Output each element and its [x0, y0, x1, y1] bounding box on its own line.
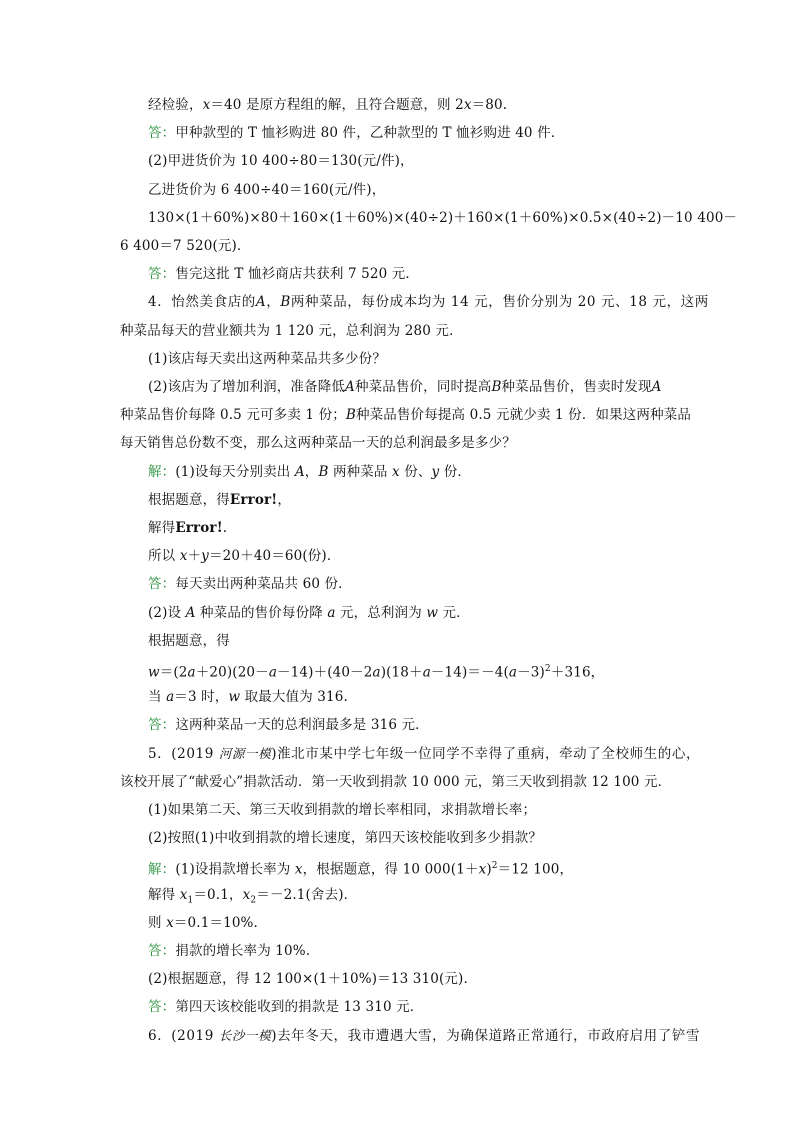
text-segment: 两种菜品，每份成本均为 14 元，售价分别为 20 元、18 元，这两: [290, 294, 709, 310]
text-segment: 每天卖出两种菜品共 60 份．: [175, 576, 352, 592]
text-segment: )淮北市某中学七年级一位同学不幸得了重病，牵动了全校师生的心，: [271, 746, 701, 762]
text-segment: －14)＋(40－2: [277, 664, 373, 681]
text-segment: x: [242, 887, 251, 903]
text-segment: (1)设每天分别卖出: [175, 464, 295, 480]
text-segment: w: [148, 664, 160, 681]
text-segment: 第四天该校能收到的捐款是 13 310 元．: [175, 999, 424, 1015]
text-segment: A: [345, 379, 355, 395]
text-segment: ，: [266, 294, 281, 310]
text-line: [148, 604, 718, 622]
text-segment: 1: [187, 895, 194, 906]
text-segment: 当: [148, 689, 167, 705]
text-segment: ＝40 是原方程组的解，且符合题意，则 2: [210, 97, 464, 113]
text-line: [148, 209, 738, 227]
text-segment: 2: [491, 861, 498, 871]
text-segment: 元，总利润为: [335, 605, 427, 621]
answer-line: [148, 716, 718, 734]
text-segment: B: [318, 464, 329, 480]
text-segment: 种菜品售价，同时提高: [354, 379, 492, 395]
text-segment: 种菜品的售价每份降: [195, 605, 328, 621]
text-segment: .: [222, 520, 228, 536]
text-segment: a: [422, 664, 431, 681]
text-segment: －3): [517, 664, 545, 681]
text-segment: 售完这批 T 恤衫商店共获利 7 520 元．: [175, 266, 420, 282]
text-segment: (2)按照(1)中收到捐款的增长速度，第四天该校能收到多少捐款？: [148, 830, 543, 846]
question-6-line: [148, 1027, 718, 1045]
text-segment: 种菜品售价每提高 0.5 元就少卖 1 份．如果这两种菜品: [355, 407, 692, 423]
answer-line: [148, 998, 718, 1016]
text-segment: 2: [250, 895, 257, 906]
text-segment: 份．: [439, 464, 472, 480]
text-line: [120, 773, 690, 791]
text-segment: ＋316，: [550, 664, 605, 681]
answer-line: [148, 124, 718, 142]
text-line: [148, 688, 718, 706]
text-segment: 两种菜品: [328, 464, 393, 480]
text-segment: a: [166, 689, 175, 705]
text-segment: 取最大值为 316.: [240, 689, 348, 705]
text-segment: 元．: [438, 605, 470, 621]
text-segment: 所以: [148, 548, 180, 564]
text-segment: ＝3 时，: [174, 689, 229, 705]
text-line: [120, 406, 690, 424]
answer-label: 答：: [148, 125, 176, 141]
text-segment: 5．(2019: [148, 746, 219, 762]
answer-line: [148, 575, 718, 593]
text-line: [148, 547, 718, 565]
text-segment: a: [327, 605, 336, 621]
text-segment: ＝0.1，: [193, 887, 243, 903]
text-segment: w: [228, 689, 241, 705]
text-segment: x: [463, 97, 472, 113]
text-segment: 份、: [399, 464, 432, 480]
text-line: [148, 829, 718, 847]
source-note: 河源一模: [218, 746, 272, 761]
text-segment: y: [201, 548, 209, 564]
text-segment: x: [478, 861, 487, 878]
text-segment: 6 400＝7 520(元)．: [120, 238, 251, 254]
text-segment: w: [426, 605, 439, 621]
answer-label: 解：: [148, 861, 176, 878]
text-segment: ＋: [187, 548, 202, 564]
text-segment: B: [280, 294, 291, 310]
text-segment: 该校开展了“献爱心”捐款活动．第一天收到捐款 10 000 元，第三天收到捐款 12 100 元．: [120, 774, 672, 790]
text-segment: A: [255, 294, 267, 310]
question-5-line: [148, 745, 718, 763]
text-segment: ): [486, 861, 492, 878]
text-segment: Error!: [175, 520, 223, 536]
text-segment: Error!: [229, 492, 278, 508]
text-segment: 甲种款型的 T 恤衫购进 80 件，乙种款型的 T 恤衫购进 40 件．: [175, 125, 565, 141]
text-segment: －14)＝－4(: [430, 664, 509, 681]
text-segment: 解得: [148, 887, 180, 903]
text-segment: 种菜品售价每降 0.5 元可多卖 1 份；: [120, 407, 346, 423]
text-segment: 种菜品每天的营业额共为 1 120 元，总利润为 280 元．: [120, 323, 463, 339]
solution-line: [148, 463, 718, 481]
text-segment: ，: [277, 492, 292, 508]
text-line: [148, 970, 718, 988]
source-note: 长沙一模: [218, 1028, 272, 1043]
text-segment: (1)设捐款增长率为: [175, 861, 295, 878]
solution-line: [148, 857, 718, 879]
answer-label: 答：: [148, 266, 176, 282]
text-line: [148, 519, 718, 537]
text-segment: ＝80.: [471, 97, 508, 113]
text-segment: (2)甲进货价为 10 400÷80＝130(元/件)，: [148, 153, 414, 169]
text-segment: a: [508, 664, 518, 681]
text-segment: x: [202, 97, 211, 113]
text-segment: ，: [304, 464, 319, 480]
text-segment: A: [185, 605, 196, 621]
text-segment: )去年冬天，我市遭遇大雪，为确保道路正常通行，市政府启用了铲雪: [271, 1028, 701, 1044]
text-segment: 2: [544, 664, 551, 674]
text-segment: 则: [148, 915, 167, 931]
equation-line: [148, 660, 718, 682]
text-line: [120, 322, 690, 340]
text-line: [148, 152, 718, 170]
text-segment: 解得: [148, 520, 176, 536]
text-segment: x: [392, 464, 400, 480]
text-segment: a: [268, 664, 278, 681]
text-segment: 6．(2019: [148, 1028, 219, 1044]
text-segment: 130×(1＋60%)×80＋160×(1＋60%)×(40÷2)＋160×(1＋60%)×0.5×(40÷2)－10 400－: [148, 210, 738, 226]
text-segment: y: [431, 464, 440, 480]
answer-label: 答：: [148, 717, 176, 733]
text-segment: x: [166, 915, 174, 931]
text-segment: B: [345, 407, 356, 423]
text-segment: x: [179, 887, 188, 903]
text-segment: x: [294, 861, 303, 878]
answer-label: 解：: [148, 464, 176, 480]
text-line: [120, 434, 690, 452]
text-segment: (1)该店每天卖出这两种菜品共多少份？: [148, 351, 386, 367]
text-segment: 种菜品售价，售卖时发现: [501, 379, 652, 395]
answer-label: 答：: [148, 576, 176, 592]
text-segment: A: [651, 379, 662, 395]
text-segment: 每天销售总份数不变，那么这两种菜品一天的总利润最多是多少？: [120, 435, 516, 451]
text-segment: 这两种菜品一天的总利润最多是 316 元．: [175, 717, 429, 733]
text-line: [148, 378, 718, 396]
answer-label: 答：: [148, 999, 176, 1015]
text-line: [148, 96, 718, 114]
text-segment: ＋20)(20－: [195, 664, 269, 681]
text-segment: ＝12 100，: [497, 861, 574, 878]
text-segment: B: [491, 379, 502, 395]
text-segment: (1)如果第二天、第三天收到捐款的增长率相同，求捐款增长率；: [148, 802, 537, 818]
text-segment: ，根据题意，得 10 000(1＋: [302, 861, 479, 878]
text-line: [148, 886, 718, 910]
text-segment: 根据题意，得: [148, 633, 230, 649]
text-line: [148, 350, 718, 368]
answer-label: 答：: [148, 943, 176, 959]
text-line: [148, 181, 718, 199]
text-segment: 根据题意，得: [148, 492, 230, 508]
text-segment: (2)设: [148, 605, 186, 621]
text-segment: 4．怡然美食店的: [148, 294, 256, 310]
text-line: [148, 801, 718, 819]
answer-line: [148, 265, 718, 283]
answer-line: [148, 942, 718, 960]
question-4-line: [148, 293, 718, 311]
text-line: [120, 237, 690, 255]
text-segment: A: [294, 464, 305, 480]
text-segment: a: [187, 664, 196, 681]
text-segment: (2)根据题意，得 12 100×(1＋10%)＝13 310(元)．: [148, 971, 478, 987]
text-segment: a: [372, 664, 381, 681]
text-segment: (2)该店为了增加利润，准备降低: [148, 379, 346, 395]
text-segment: x: [179, 548, 188, 564]
text-segment: 经检验，: [148, 97, 203, 113]
text-line: [148, 632, 718, 650]
text-line: [148, 914, 718, 932]
text-segment: ＝－2.1(舍去)．: [256, 887, 358, 903]
text-segment: 捐款的增长率为 10%.: [175, 943, 311, 959]
text-segment: ＝20＋40＝60(份)．: [208, 548, 341, 564]
text-line: [148, 491, 718, 509]
text-segment: 乙进货价为 6 400÷40＝160(元/件)，: [148, 182, 386, 198]
text-segment: )(18＋: [380, 664, 423, 681]
text-segment: ＝0.1＝10%.: [173, 915, 258, 931]
text-segment: ＝(2: [159, 664, 188, 681]
